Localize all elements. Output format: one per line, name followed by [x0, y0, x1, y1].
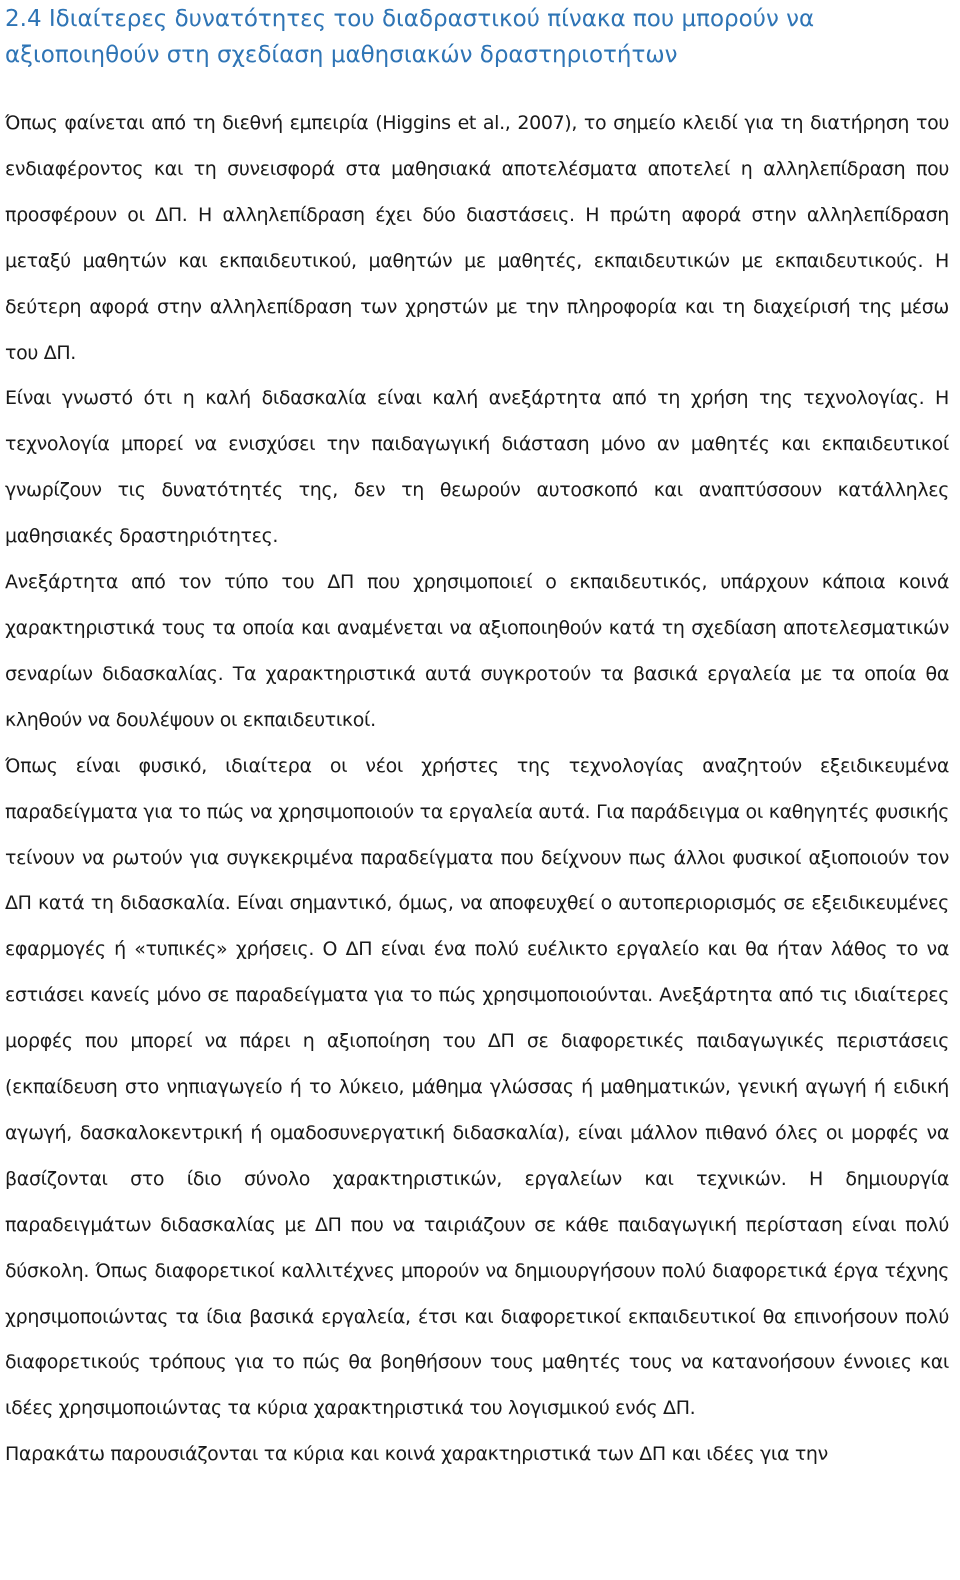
paragraph: Όπως είναι φυσικό, ιδιαίτερα οι νέοι χρήστες της τεχνολογίας αναζητούν εξειδικευμένα παραδείγματα για το πώς να χρησιμοποιούν τα εργαλεία αυτά. Για παράδειγμα οι καθηγητές φυσικής τείνουν να ρωτούν για συγκεκριμένα παραδείγματα που δείχνουν πως άλλοι φυσικοί αξιοποιούν τον ΔΠ κατά τη διδασκαλία. Είναι σημαντικό, όμως, να αποφευχθεί ο αυτοπεριορισμός σε εξειδικευμένες εφαρμογές ή «τυπικές» χρήσεις. Ο ΔΠ είναι ένα πολύ ευέλικτο εργαλείο και θα ήταν λάθος το να εστιάσει κανείς μόνο σε παραδείγματα για το πώς χρησιμοποιούνται. Ανεξάρτητα από τις ιδιαίτερες μορφές που μπορεί να πάρει η αξιοποίηση του ΔΠ σε διαφορετικές παιδαγωγικές περιστάσεις (εκπαίδευση στο νηπιαγωγείο ή το λύκειο, μάθημα γλώσσας ή μαθηματικών, γενική αγωγή ή ειδική αγωγή, δασκαλοκεντρική ή ομαδοσυνεργατική διδασκαλία), είναι μάλλον πιθανό όλες οι μορφές να βασίζονται στο ίδιο σύνολο χαρακτηριστικών, εργαλείων και τεχνικών. Η δημιουργία παραδειγμάτων διδασκαλίας με ΔΠ που να ταιριάζουν σε κάθε παιδαγωγική περίσταση είναι πολύ δύσκολη. Όπως διαφορετικοί καλλιτέχνες μπορούν να δημιουργήσουν πολύ διαφορετικά έργα τέχνης χρησιμοποιώντας τα ίδια βασικά εργαλεία, έτσι και διαφορετικοί εκπαιδευτικοί θα επινοήσουν πολύ διαφορετικούς τρόπους για το πώς θα βοηθήσουν τους μαθητές τους να κατανοήσουν έννοιες και ιδέες χρησιμοποιώντας τα κύρια χαρακτηριστικά του λογισμικού ενός ΔΠ. [5, 754, 949, 1420]
section-number: 2.4 [5, 6, 42, 32]
paragraph: Ανεξάρτητα από τον τύπο του ΔΠ που χρησιμοποιεί ο εκπαιδευτικός, υπάρχουν κάποια κοινά χαρακτηριστικά τους τα οποία και αναμένεται να αξιοποιηθούν κατά τη σχεδίαση αποτελεσματικών σεναρίων διδασκαλίας. Τα χαρακτηριστικά αυτά συγκροτούν τα βασικά εργαλεία με τα οποία θα κληθούν να δουλέψουν οι εκπαιδευτικοί. [5, 571, 949, 731]
paragraph: Παρακάτω παρουσιάζονται τα κύρια και κοινά χαρακτηριστικά των ΔΠ και ιδέες για την [5, 1443, 828, 1466]
section-heading [5, 0, 949, 73]
paragraph: Όπως φαίνεται από τη διεθνή εμπειρία (Higgins et al., 2007), το σημείο κλειδί για τη διατήρηση του ενδιαφέροντος και τη συνεισφορά στα μαθησιακά αποτελέσματα αποτελεί η αλληλεπίδραση που προσφέρουν οι ΔΠ. Η αλληλεπίδραση έχει δύο διαστάσεις. Η πρώτη αφορά στην αλληλεπίδραση μεταξύ μαθητών και εκπαιδευτικού, μαθητών με μαθητές, εκπαιδευτικών με εκπαιδευτικούς. Η δεύτερη αφορά στην αλληλεπίδραση των χρηστών με την πληροφορία και τη διαχείρισή της μέσω του ΔΠ. [5, 112, 949, 364]
document-page [5, 0, 949, 1478]
section-title: Ιδιαίτερες δυνατότητες του διαδραστικού πίνακα που μπορούν να αξιοποιηθούν στη σχεδίαση μαθησιακών δραστηριοτήτων [5, 6, 815, 68]
paragraph: Είναι γνωστό ότι η καλή διδασκαλία είναι καλή ανεξάρτητα από τη χρήση της τεχνολογίας. Η τεχνολογία μπορεί να ενισχύσει την παιδαγωγική διάσταση μόνο αν μαθητές και εκπαιδευτικοί γνωρίζουν τις δυνατότητές της, δεν τη θεωρούν αυτοσκοπό και αναπτύσσουν κατάλληλες μαθησιακές δραστηριότητες. [5, 387, 949, 548]
body-text [5, 101, 949, 1478]
